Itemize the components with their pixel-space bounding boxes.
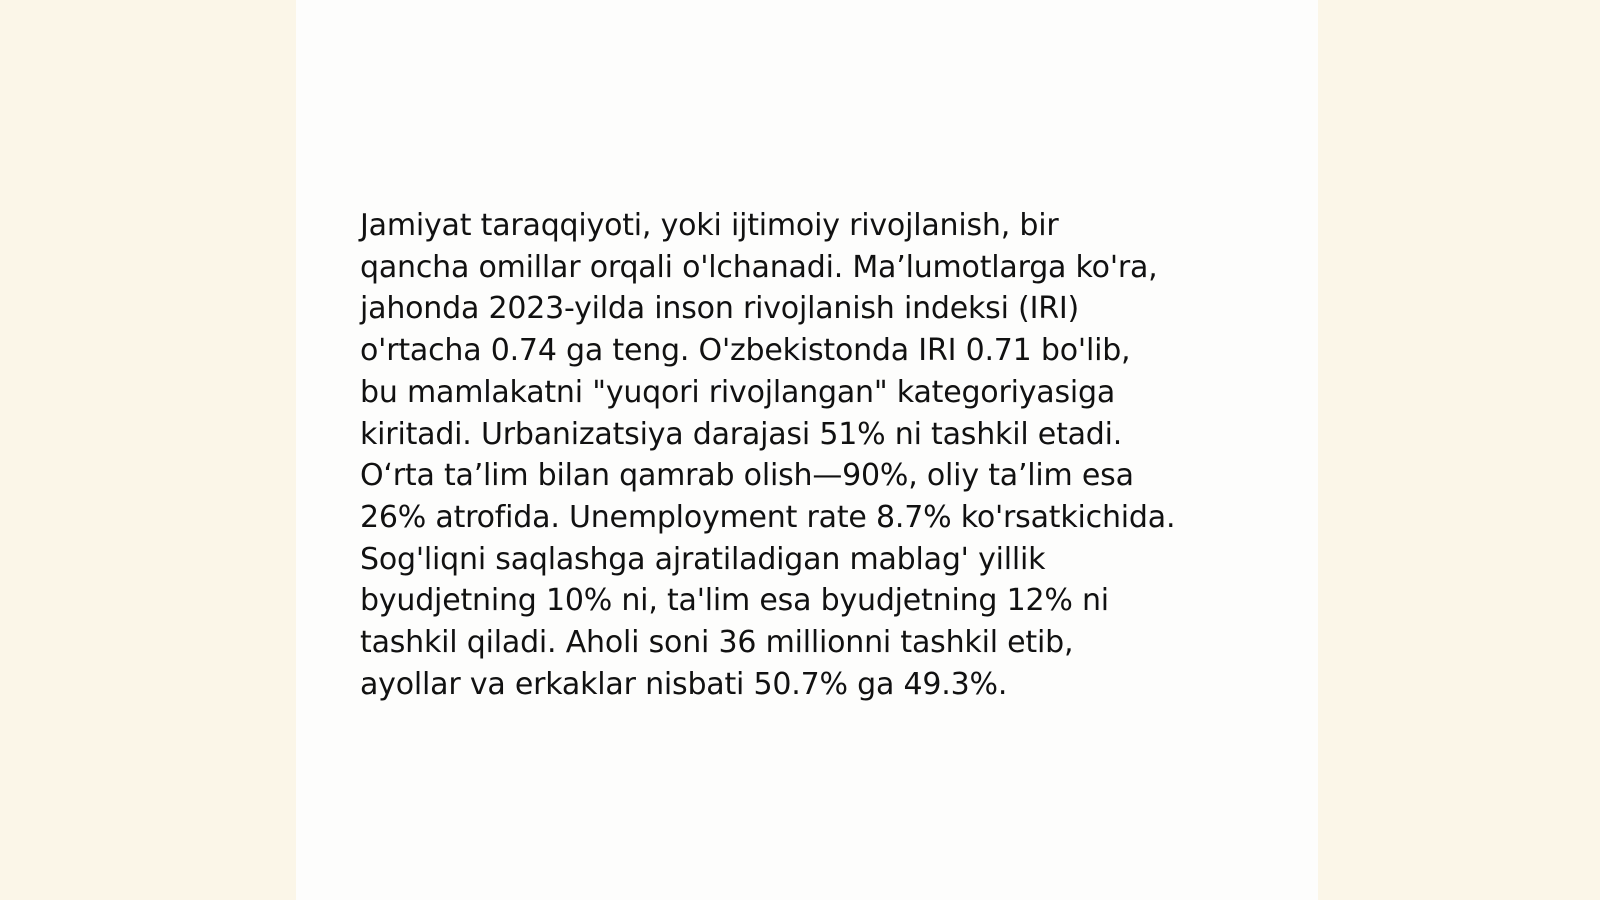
paragraph-line: Sog'liqni saqlashga ajratiladigan mablag' yillik [360,541,1046,577]
paragraph-line: kiritadi. Urbanizatsiya darajasi 51% ni tashkil etadi. [360,416,1123,452]
paragraph-line: O‘rta ta’lim bilan qamrab olish—90%, oliy ta’lim esa [360,458,1134,494]
paragraph-line: jahonda 2023-yilda inson rivojlanish indeksi (IRI) [360,291,1080,327]
paragraph-line: qancha omillar orqali o'lchanadi. Ma’lumotlarga ko'ra, [360,249,1158,285]
body-paragraph [360,205,1260,705]
document-page [296,0,1318,900]
left-margin-background [0,0,296,900]
paragraph-line: Jamiyat taraqqiyoti, yoki ijtimoiy rivojlanish, bir [360,208,1059,243]
paragraph-line: o'rtacha 0.74 ga teng. O'zbekistonda IRI 0.71 bo'lib, [360,333,1131,369]
paragraph-line: ayollar va erkaklar nisbati 50.7% ga 49.3%. [360,666,1008,702]
paragraph-line: bu mamlakatni "yuqori rivojlangan" kategoriyasiga [360,374,1116,410]
paragraph-line: 26% atrofida. Unemployment rate 8.7% ko'rsatkichida. [360,499,1176,535]
paragraph-line: byudjetning 10% ni, ta'lim esa byudjetning 12% ni [360,583,1109,619]
right-margin-background [1318,0,1600,900]
paragraph-line: tashkil qiladi. Aholi soni 36 millionni tashkil etib, [360,625,1074,661]
